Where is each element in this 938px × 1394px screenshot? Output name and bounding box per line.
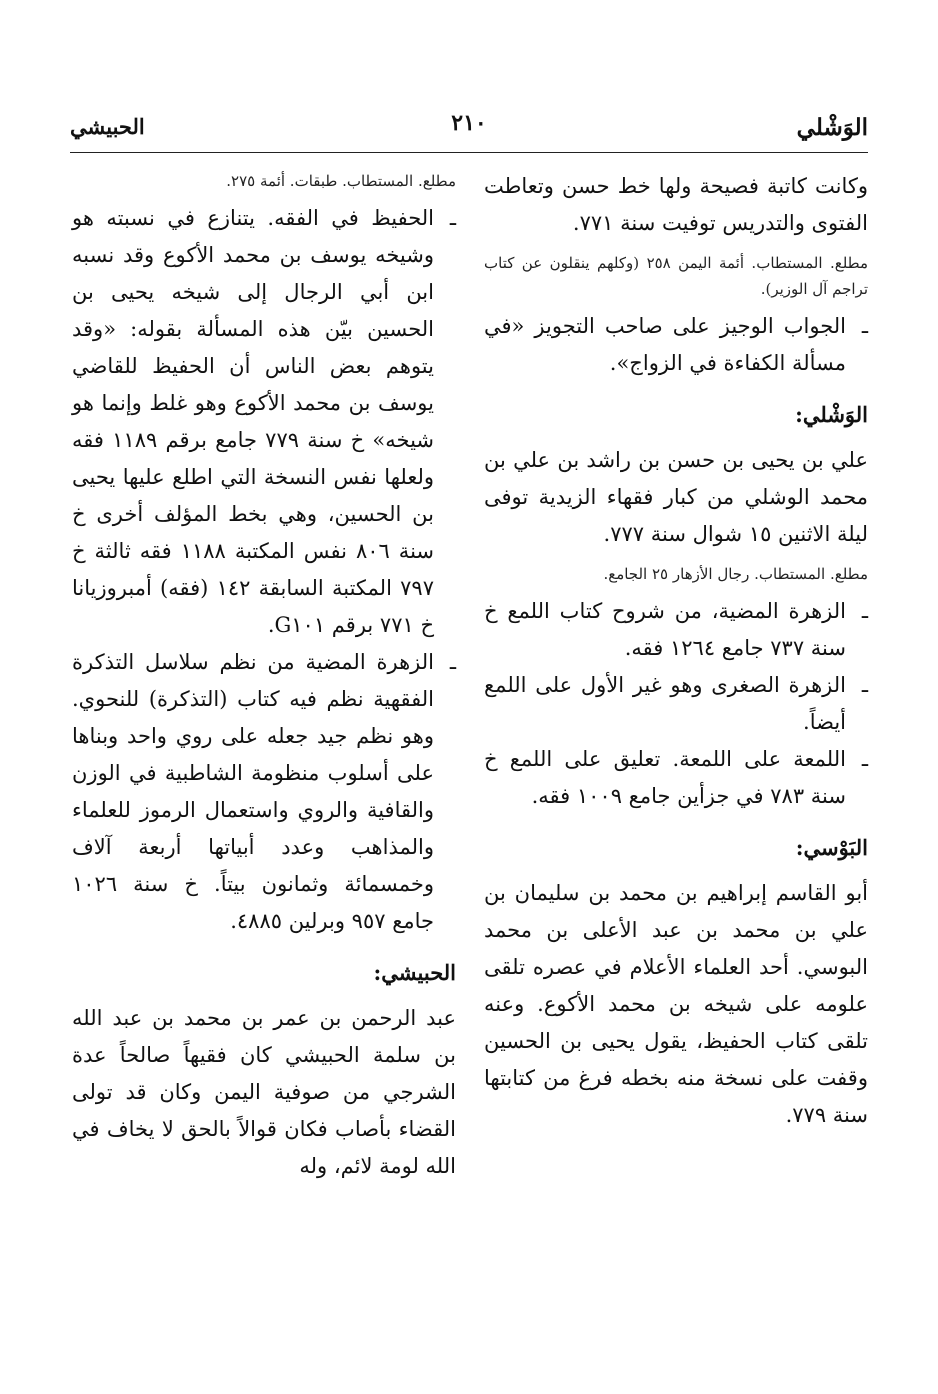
- intro-paragraph: وكانت كاتبة فصيحة ولها خط حسن وتعاطت الفتوى والتدريس توفيت سنة ٧٧١.: [484, 174, 868, 235]
- washli-paragraph: علي بن يحيى بن حسن بن راشد بن علي بن محمد الوشلي من كبار فقهاء الزيدية توفى ليلة الاثنين ١٥ شوال سنة ٧٧٧.: [484, 448, 868, 546]
- busi-heading: البَوْسي:: [795, 835, 868, 860]
- page-header: [70, 110, 868, 150]
- hubayshi-paragraph: عبد الرحمن بن عمر بن محمد بن عبد الله بن سلمة الحبيشي كان فقيهاً صالحاً عدة الشرجي من صوفية اليمن وكان قد تولى القضاء بأصاب فكان قوالاً بالحق لا يخاف في الله لومة لائم، وله: [72, 1006, 456, 1178]
- intro-bullet-item: ـ الجواب الوجيز على صاحب التجويز «في مسألة الكفاءة في الزواج».: [484, 308, 868, 382]
- left-bullet-item: ـ الحفيظ في الفقه. يتنازع في نسبته هو وشيخه يوسف بن محمد الأكوع وقد نسبه ابن أبي الرجال إلى شيخه يحيى بن الحسين بيّن هذه المسألة بقوله: «وقد يتوهم بعض الناس أن الحفيظ للقاضي يوسف بن محمد الأكوع وهو غلط وإنما هو شيخه» خ سنة ٧٧٩ جامع برقم ١١٨٩ فقه ولعلها نفس النسخة التي اطلع عليها يحيى بن الحسين، وهي بخط المؤلف أخرى خ سنة ٨٠٦ نفس المكتبة ١١٨٨ فقه ثالثة خ ٧٩٧ المكتبة السابقة ١٤٢ (فقه) أمبروزيانا خ ٧٧١ برقم G١٠١.: [72, 200, 456, 644]
- left-source-note: مطلع. المستطاب. طبقات. أئمة ٢٧٥.: [226, 172, 456, 190]
- washli-bullet-item: ـ الزهرة الصغرى وهو غير الأول على اللمع أيضاً.: [484, 667, 868, 741]
- hubayshi-heading: الحبيشي:: [373, 960, 456, 985]
- left-bullet-item: ـ الزهرة المضية من نظم سلاسل التذكرة الفقهية نظم فيه كتاب (التذكرة) للنحوي. وهو نظم جيد جعله على روي واحد وبناها على أسلوب منظومة الشاطبية في الوزن والقافية والروي واستعمال الرموز للعلماء والمذاهب وعدد أبياتها أربعة آلاف وخمسمائة وثمانون بيتاً. خ سنة ١٠٢٦ جامع ٩٥٧ وبرلين ٤٨٨٥.: [72, 644, 456, 940]
- left-column: [72, 168, 456, 1185]
- washli-source-note: مطلع. المستطاب. رجال الأزهار ٢٥ الجامع.: [603, 565, 868, 583]
- header-right-title: الوَشْلي: [796, 114, 868, 141]
- washli-heading: الوَشْلي:: [795, 402, 868, 427]
- header-rule: [70, 152, 868, 153]
- right-column: [484, 168, 868, 1134]
- page-number: ٢١٠: [451, 110, 487, 136]
- washli-bullet-item: ـ اللمعة على اللمعة. تعليق على اللمع خ سنة ٧٨٣ في جزأين جامع ١٠٠٩ فقه.: [484, 741, 868, 815]
- busi-paragraph: أبو القاسم إبراهيم بن محمد بن سليمان بن علي بن محمد بن عبد الأعلى بن محمد البوسي. أحد العلماء الأعلام في عصره تلقى علومه على شيخه بن محمد الأكوع. وعنه تلقى كتاب الحفيظ، يقول يحيى بن الحسين وقفت على نسخة منه بخطه فرغ من كتابتها سنة ٧٧٩.: [484, 881, 868, 1127]
- washli-bullet-item: ـ الزهرة المضية، من شروح كتاب اللمع خ سنة ٧٣٧ جامع ١٢٦٤ فقه.: [484, 593, 868, 667]
- header-left-title: الحبيشي: [70, 114, 145, 139]
- intro-source-note: مطلع. المستطاب. أئمة اليمن ٢٥٨ (وكلهم ينقلون عن كتاب تراجم آل الوزير).: [484, 254, 868, 298]
